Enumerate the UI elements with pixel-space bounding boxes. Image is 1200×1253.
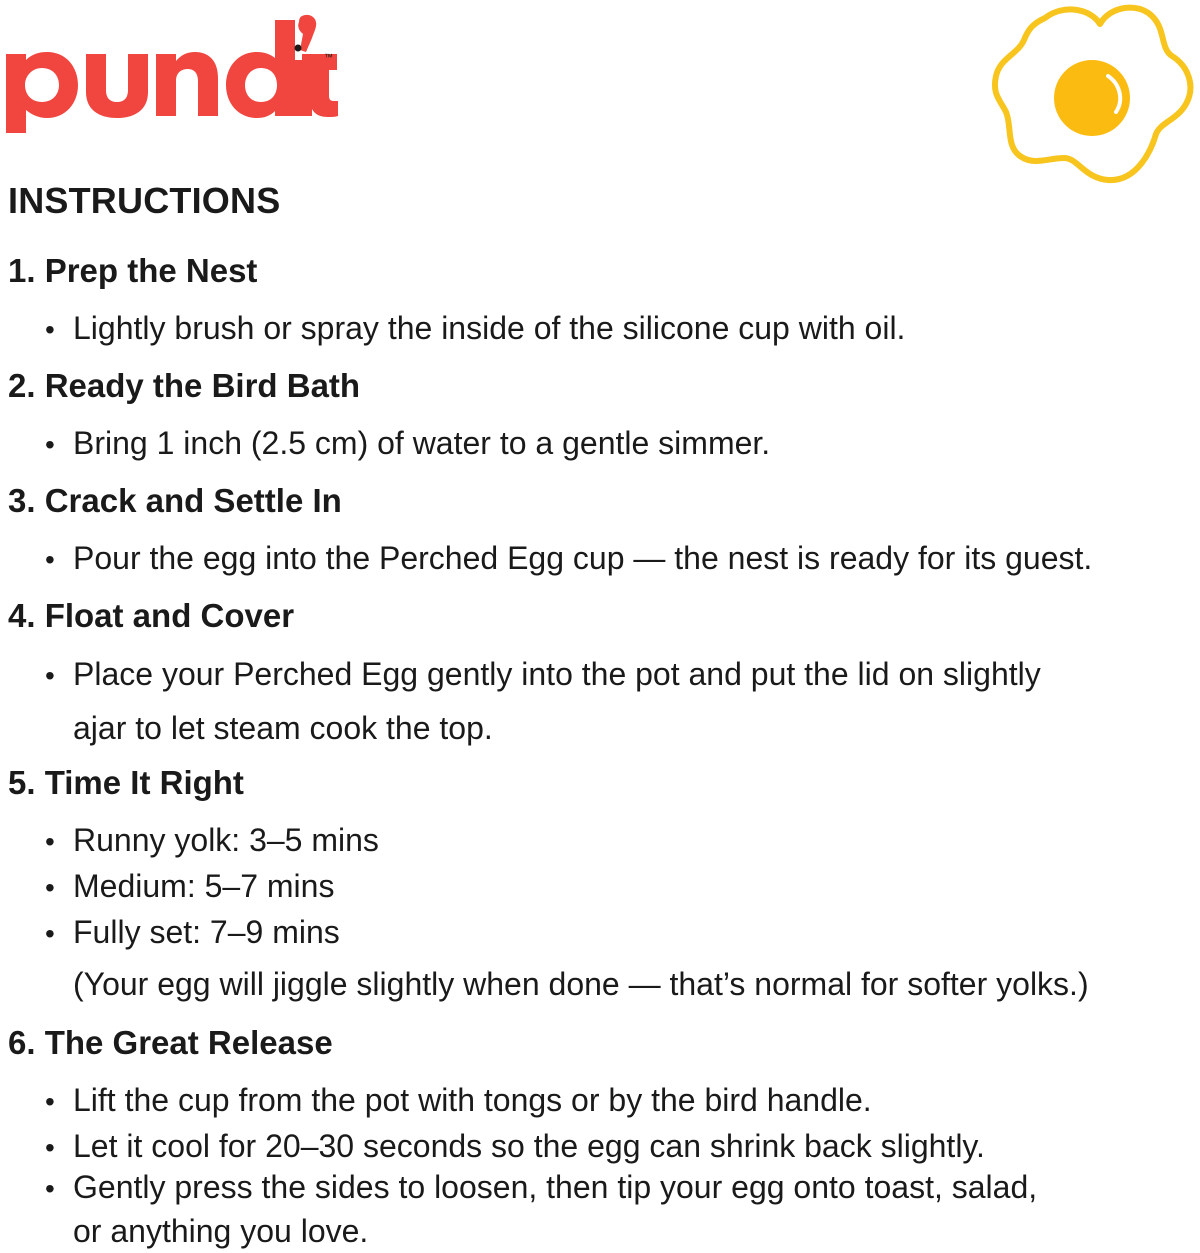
step-1-heading: 1. Prep the Nest [8, 252, 258, 289]
step-5-bullet-3: • Fully set: 7–9 mins [45, 906, 340, 960]
step-6-bullet-2: • Let it cool for 20–30 seconds so the egg can shrink back slightly. [45, 1120, 985, 1174]
bullet-dot: • [45, 918, 55, 949]
step-5-bullet-2: • Medium: 5–7 mins [45, 860, 334, 914]
step-6-heading: 6. The Great Release [8, 1024, 333, 1061]
step-5-bullet-1: • Runny yolk: 3–5 mins [45, 814, 379, 868]
step-6-bullet-1: • Lift the cup from the pot with tongs or by the bird handle. [45, 1074, 872, 1128]
step-2-heading: 2. Ready the Bird Bath [8, 367, 361, 404]
bullet-dot: • [45, 429, 55, 460]
step-6-bullet-3: • Gently press the sides to loosen, then tip your egg onto toast, salad, or anything you love. [45, 1169, 1038, 1249]
step-4-bullet-1: • Place your Perched Egg gently into the pot and put the lid on slightly ajar to let steam cook the top. [45, 648, 1041, 754]
bullet-dot: • [45, 826, 55, 857]
bullet-dot: • [45, 872, 55, 903]
step-1-bullet-1: • Lightly brush or spray the inside of the silicone cup with oil. [45, 302, 905, 356]
bullet-dot: • [45, 1173, 55, 1204]
step-5-note: (Your egg will jiggle slightly when done — that’s normal for softer yolks.) [73, 966, 1089, 1002]
bullet-dot: • [45, 314, 55, 345]
instructions-title: INSTRUCTIONS [8, 180, 281, 221]
step-3-heading: 3. Crack and Settle In [8, 482, 342, 519]
bullet-dot: • [45, 544, 55, 575]
bullet-dot: • [45, 1086, 55, 1117]
fried-egg-icon [990, 0, 1200, 200]
step-3-bullet-1: • Pour the egg into the Perched Egg cup — the nest is ready for its guest. [45, 532, 1092, 586]
step-2-bullet-1: • Bring 1 inch (2.5 cm) of water to a gentle simmer. [45, 417, 770, 471]
pundit-logo [2, 8, 342, 133]
trademark-symbol: ™ [324, 52, 333, 62]
step-5-heading: 5. Time It Right [8, 764, 244, 801]
bullet-dot: • [45, 660, 55, 691]
bullet-dot: • [45, 1132, 55, 1163]
step-4-heading: 4. Float and Cover [8, 597, 295, 634]
